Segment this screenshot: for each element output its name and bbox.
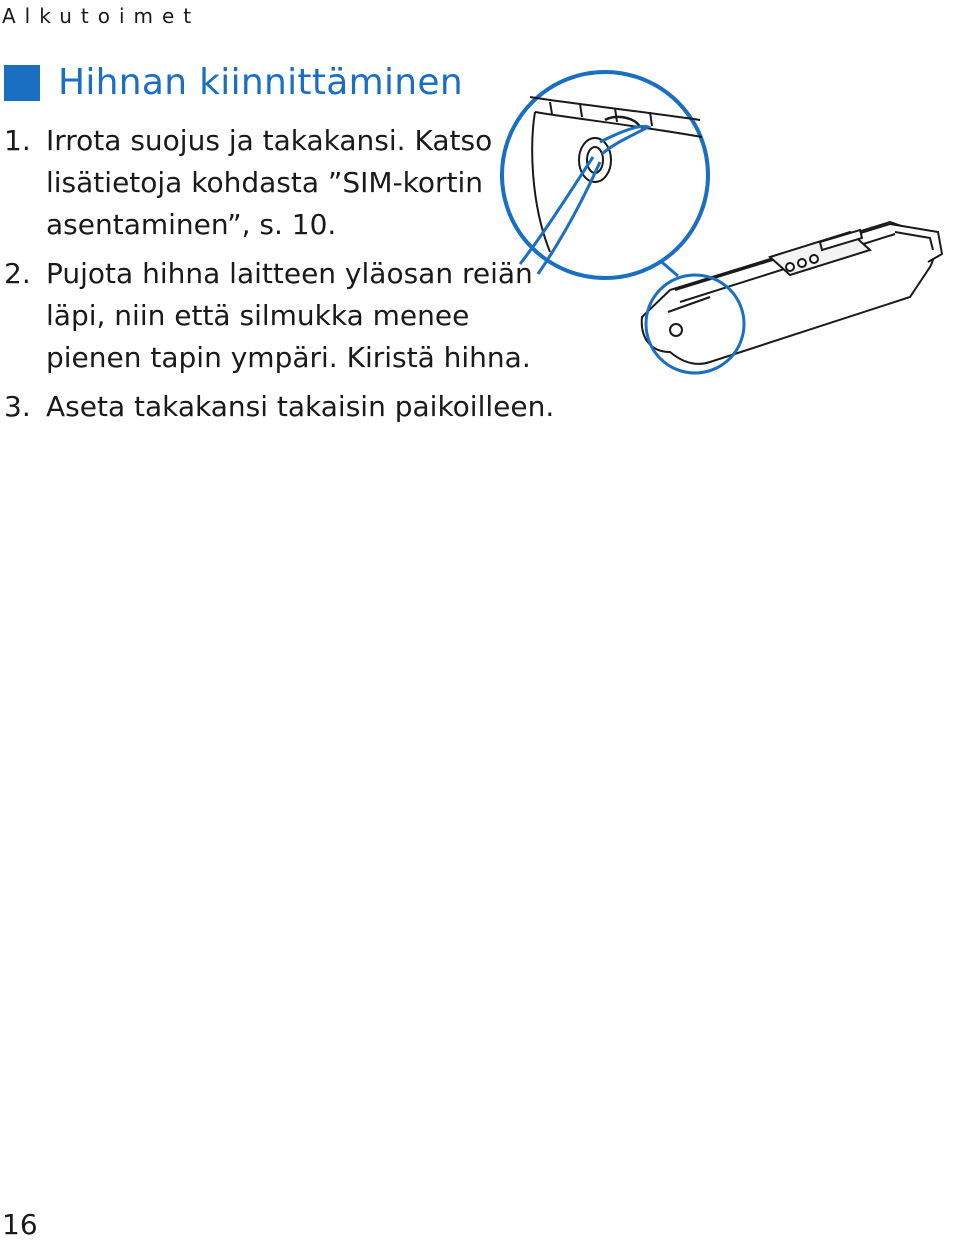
section-title: Hihnan kiinnittäminen <box>58 62 463 103</box>
usb-modem-body <box>642 222 942 364</box>
step-item <box>0 120 560 246</box>
step-number: 3. <box>4 390 31 423</box>
step-item <box>0 253 560 379</box>
step-text: Pujota hihna laitteen yläosan reiän läpi, niin että silmukka menee pienen tapin ympäri. Kiristä hihna. <box>46 257 533 374</box>
running-head: Alkutoimet <box>2 4 201 28</box>
step-number: 1. <box>4 124 31 157</box>
section-heading <box>4 62 463 103</box>
heading-square-icon <box>4 65 40 101</box>
step-text: Aseta takakansi takaisin paikoilleen. <box>46 390 555 423</box>
step-number: 2. <box>4 257 31 290</box>
usb-modem-strap-illustration <box>490 62 950 392</box>
page-number: 16 <box>2 1208 38 1241</box>
steps-list <box>0 120 560 435</box>
step-item <box>0 386 560 428</box>
step-text: Irrota suojus ja takakansi. Katso lisätietoja kohdasta ”SIM-kortin asentaminen”, s. 10. <box>46 124 493 241</box>
